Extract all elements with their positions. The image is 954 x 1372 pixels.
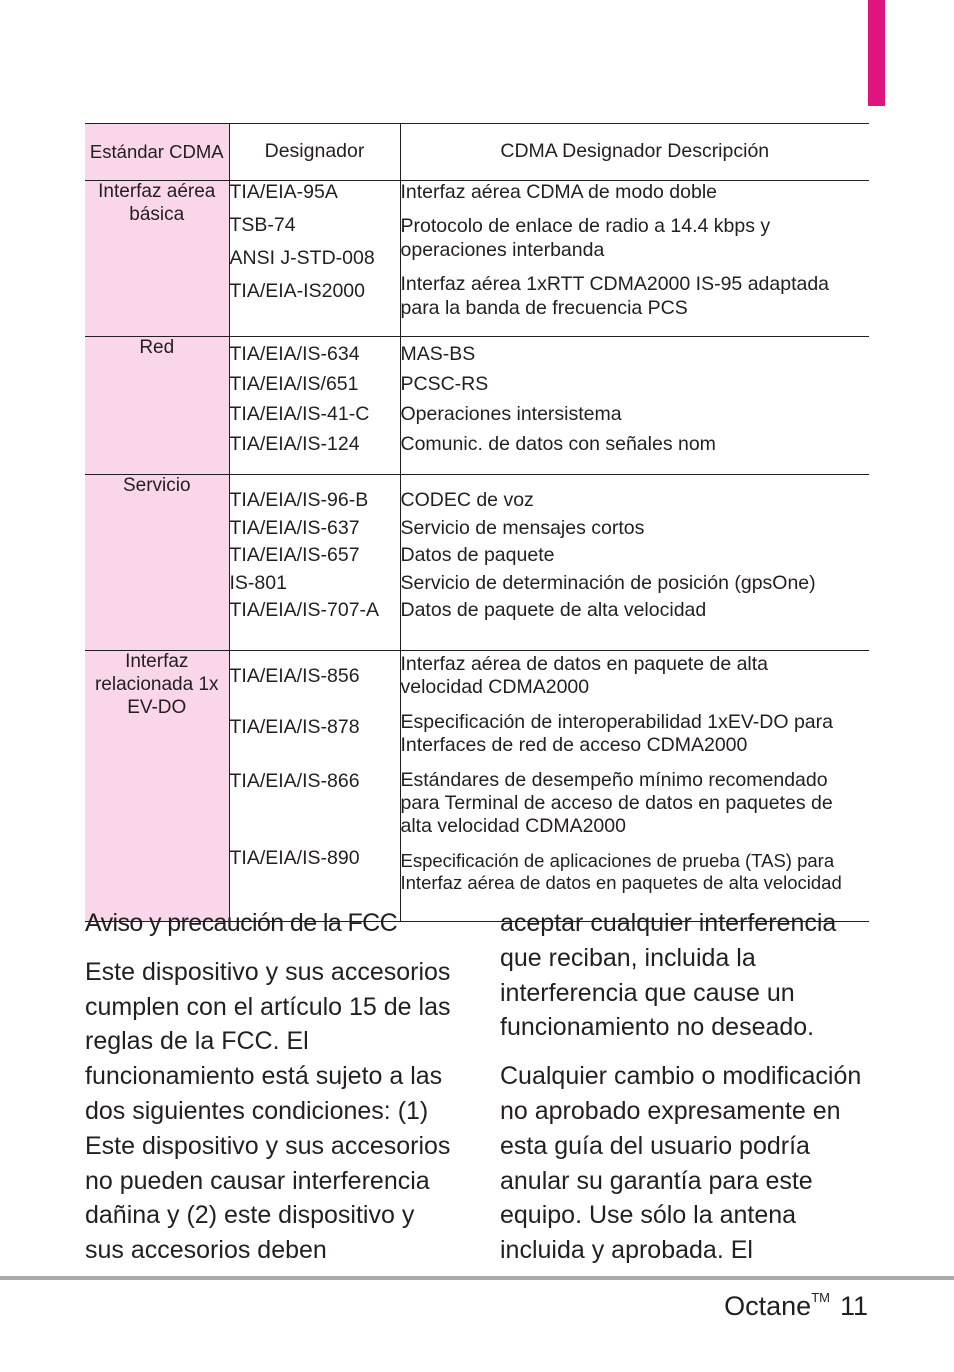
product-name: Octane xyxy=(724,1291,812,1321)
description: Datos de paquete de alta velocidad xyxy=(400,599,707,622)
description: Servicio de determinación de posición (gpsOne) xyxy=(400,571,816,594)
category-cell: Servicio xyxy=(85,475,229,651)
designator: TIA/EIA/IS-124 xyxy=(229,432,360,455)
table-row xyxy=(85,181,869,337)
designator: TIA/EIA/IS-707-A xyxy=(229,599,380,622)
category-cell: Red xyxy=(85,337,229,475)
table-row xyxy=(85,651,869,922)
description-cell xyxy=(400,651,869,922)
fcc-heading: Aviso y precaución de la FCC xyxy=(85,909,398,937)
footer-rule xyxy=(0,1276,954,1280)
designator-cell xyxy=(229,181,400,337)
cdma-standards-table xyxy=(85,123,869,922)
designator: TIA/EIA/IS/651 xyxy=(229,372,359,395)
description: Protocolo de enlace de radio a 14.4 kbps y operaciones interbanda xyxy=(400,215,771,261)
designator: TIA/EIA/IS-657 xyxy=(229,544,360,567)
table-row xyxy=(85,337,869,475)
section-tab-marker xyxy=(868,0,885,106)
designator: TIA/EIA/IS-637 xyxy=(229,516,360,539)
designator: TIA/EIA/IS-41-C xyxy=(229,402,370,425)
description: CODEC de voz xyxy=(400,489,534,511)
description: Especificación de aplicaciones de prueba (TAS) para Interfaz aérea de datos en paquetes de alta velocidad xyxy=(400,849,842,893)
designator: TIA/EIA/IS-96-B xyxy=(229,489,369,511)
description-cell xyxy=(400,181,869,337)
page-footer xyxy=(724,1290,868,1322)
description-cell xyxy=(400,475,869,651)
description: Estándares de desempeño mínimo recomendado para Terminal de acceso de datos en paquetes de alta velocidad CDMA2000 xyxy=(400,768,833,838)
description: Especificación de interoperabilidad 1xEV-DO para Interfaces de red de acceso CDMA2000 xyxy=(400,710,833,757)
designator-cell xyxy=(229,651,400,922)
description: Interfaz aérea 1xRTT CDMA2000 IS-95 adaptada para la banda de frecuencia PCS xyxy=(400,273,830,319)
category-cell: Interfaz relacionada 1x EV-DO xyxy=(85,651,229,922)
fcc-paragraph-1: Este dispositivo y sus accesorios cumplen con el artículo 15 de las reglas de la FCC. El funcionamiento está sujeto a las dos siguientes condiciones: (1) Este dispositivo y sus accesorios no pueden causar interferencia dañina y (2) este dispositivo y sus accesorios deben xyxy=(85,957,451,1265)
designator: TSB-74 xyxy=(229,213,296,236)
description: Servicio de mensajes cortos xyxy=(400,516,645,539)
page-number: 11 xyxy=(839,1291,868,1321)
description: Comunic. de datos con señales nom xyxy=(400,432,716,455)
description: MAS-BS xyxy=(400,343,476,365)
description: Operaciones intersistema xyxy=(400,402,622,425)
designator: TIA/EIA-95A xyxy=(229,181,338,203)
designator: IS-801 xyxy=(229,571,287,594)
designator: TIA/EIA/IS-856 xyxy=(229,665,360,687)
fcc-column-right xyxy=(500,906,870,1268)
fcc-paragraph-2: Cualquier cambio o modificación no aprobado expresamente en esta guía del usuario podría anular su garantía para este equipo. Use sólo la antena incluida y aprobada. El xyxy=(500,1062,862,1265)
designator: TIA/EIA/IS-890 xyxy=(229,847,360,870)
fcc-paragraph-1-continued: aceptar cualquier interferencia que reciban, incluida la interferencia que cause un funcionamiento no deseado. xyxy=(500,909,837,1042)
trademark-mark: TM xyxy=(811,1290,830,1305)
designator: TIA/EIA/IS-878 xyxy=(229,716,360,739)
description: Datos de paquete xyxy=(400,544,555,567)
header-designador: Designador xyxy=(229,124,400,181)
header-descripcion: CDMA Designador Descripción xyxy=(400,124,869,181)
designator: TIA/EIA/IS-866 xyxy=(229,769,360,792)
category-cell: Interfaz aérea básica xyxy=(85,181,229,337)
table-row xyxy=(85,475,869,651)
header-estandar: Estándar CDMA xyxy=(85,124,229,181)
description: Interfaz aérea de datos en paquete de alta velocidad CDMA2000 xyxy=(400,653,769,699)
designator: TIA/EIA/IS-634 xyxy=(229,343,360,365)
description-cell xyxy=(400,337,869,475)
designator: ANSI J-STD-008 xyxy=(229,246,375,269)
description: Interfaz aérea CDMA de modo doble xyxy=(400,181,718,203)
designator: TIA/EIA-IS2000 xyxy=(229,279,365,302)
designator-cell xyxy=(229,337,400,475)
fcc-column-left xyxy=(85,906,455,1268)
designator-cell xyxy=(229,475,400,651)
table-header-row xyxy=(85,124,869,181)
description: PCSC-RS xyxy=(400,372,489,395)
